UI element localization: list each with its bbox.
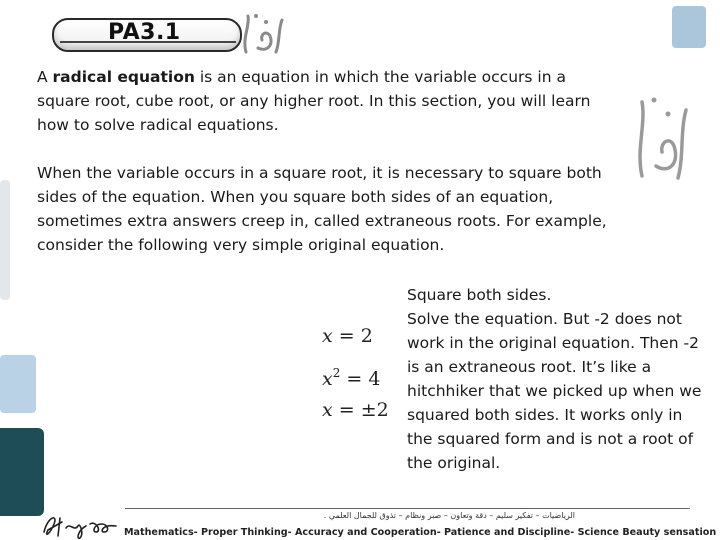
footer-arabic-motto: الرياضيات – تفكير سليم – دقة وتعاون – صبر ونظام – تذوق للجمال العلمي . xyxy=(323,511,575,520)
decorative-square xyxy=(672,6,706,48)
explanation-square-step: Square both sides. xyxy=(407,286,552,304)
eq2-variable: x xyxy=(322,368,333,390)
explanation-text xyxy=(407,283,712,475)
equation-solved xyxy=(322,392,402,429)
iqra-logo-icon xyxy=(236,8,288,58)
eq1-variable: x xyxy=(322,325,333,347)
signature-icon xyxy=(40,510,122,540)
decorative-square xyxy=(0,428,44,516)
intro-paragraph xyxy=(37,65,597,137)
eq2-exponent: 2 xyxy=(332,366,341,380)
iqra-logo-icon xyxy=(628,80,692,190)
page-title: PA3.1 xyxy=(108,20,181,45)
radical-equation-term: radical equation xyxy=(52,68,195,86)
intro-rest: is an equation in which the variable occurs in a square root, cube root, or any higher root. In this section, you will learn how to solve radical equations. xyxy=(37,68,591,134)
decorative-square xyxy=(0,355,36,413)
eq2-rhs: = 4 xyxy=(340,368,381,390)
eq3-variable: x xyxy=(322,399,333,421)
eq1-rhs: = 2 xyxy=(332,325,373,347)
equation-steps xyxy=(322,318,402,429)
intro-prefix: A xyxy=(37,68,53,86)
extraneous-roots-paragraph: When the variable occurs in a square root, it is necessary to square both sides of the equation. When you square both sides of an equation, sometimes extra answers creep in, called extraneous roots. For example, consider the following very simple original equation. xyxy=(37,164,607,254)
decorative-strip xyxy=(0,180,10,300)
equation-squared xyxy=(322,355,402,392)
eq3-rhs: = ±2 xyxy=(332,399,389,421)
equation-original xyxy=(322,318,402,355)
footer-divider xyxy=(125,508,690,509)
explanation-solve-step: Solve the equation. But -2 does not work in the original equation. Then -2 is an extraneous root. It’s like a hitchhiker that we picked up when we squared both sides. It works only in the squared form and is not a root of the original. xyxy=(407,310,702,472)
footer-english-motto: Mathematics- Proper Thinking- Accuracy and Cooperation- Patience and Discipline- Science Beauty sensation xyxy=(124,527,717,538)
